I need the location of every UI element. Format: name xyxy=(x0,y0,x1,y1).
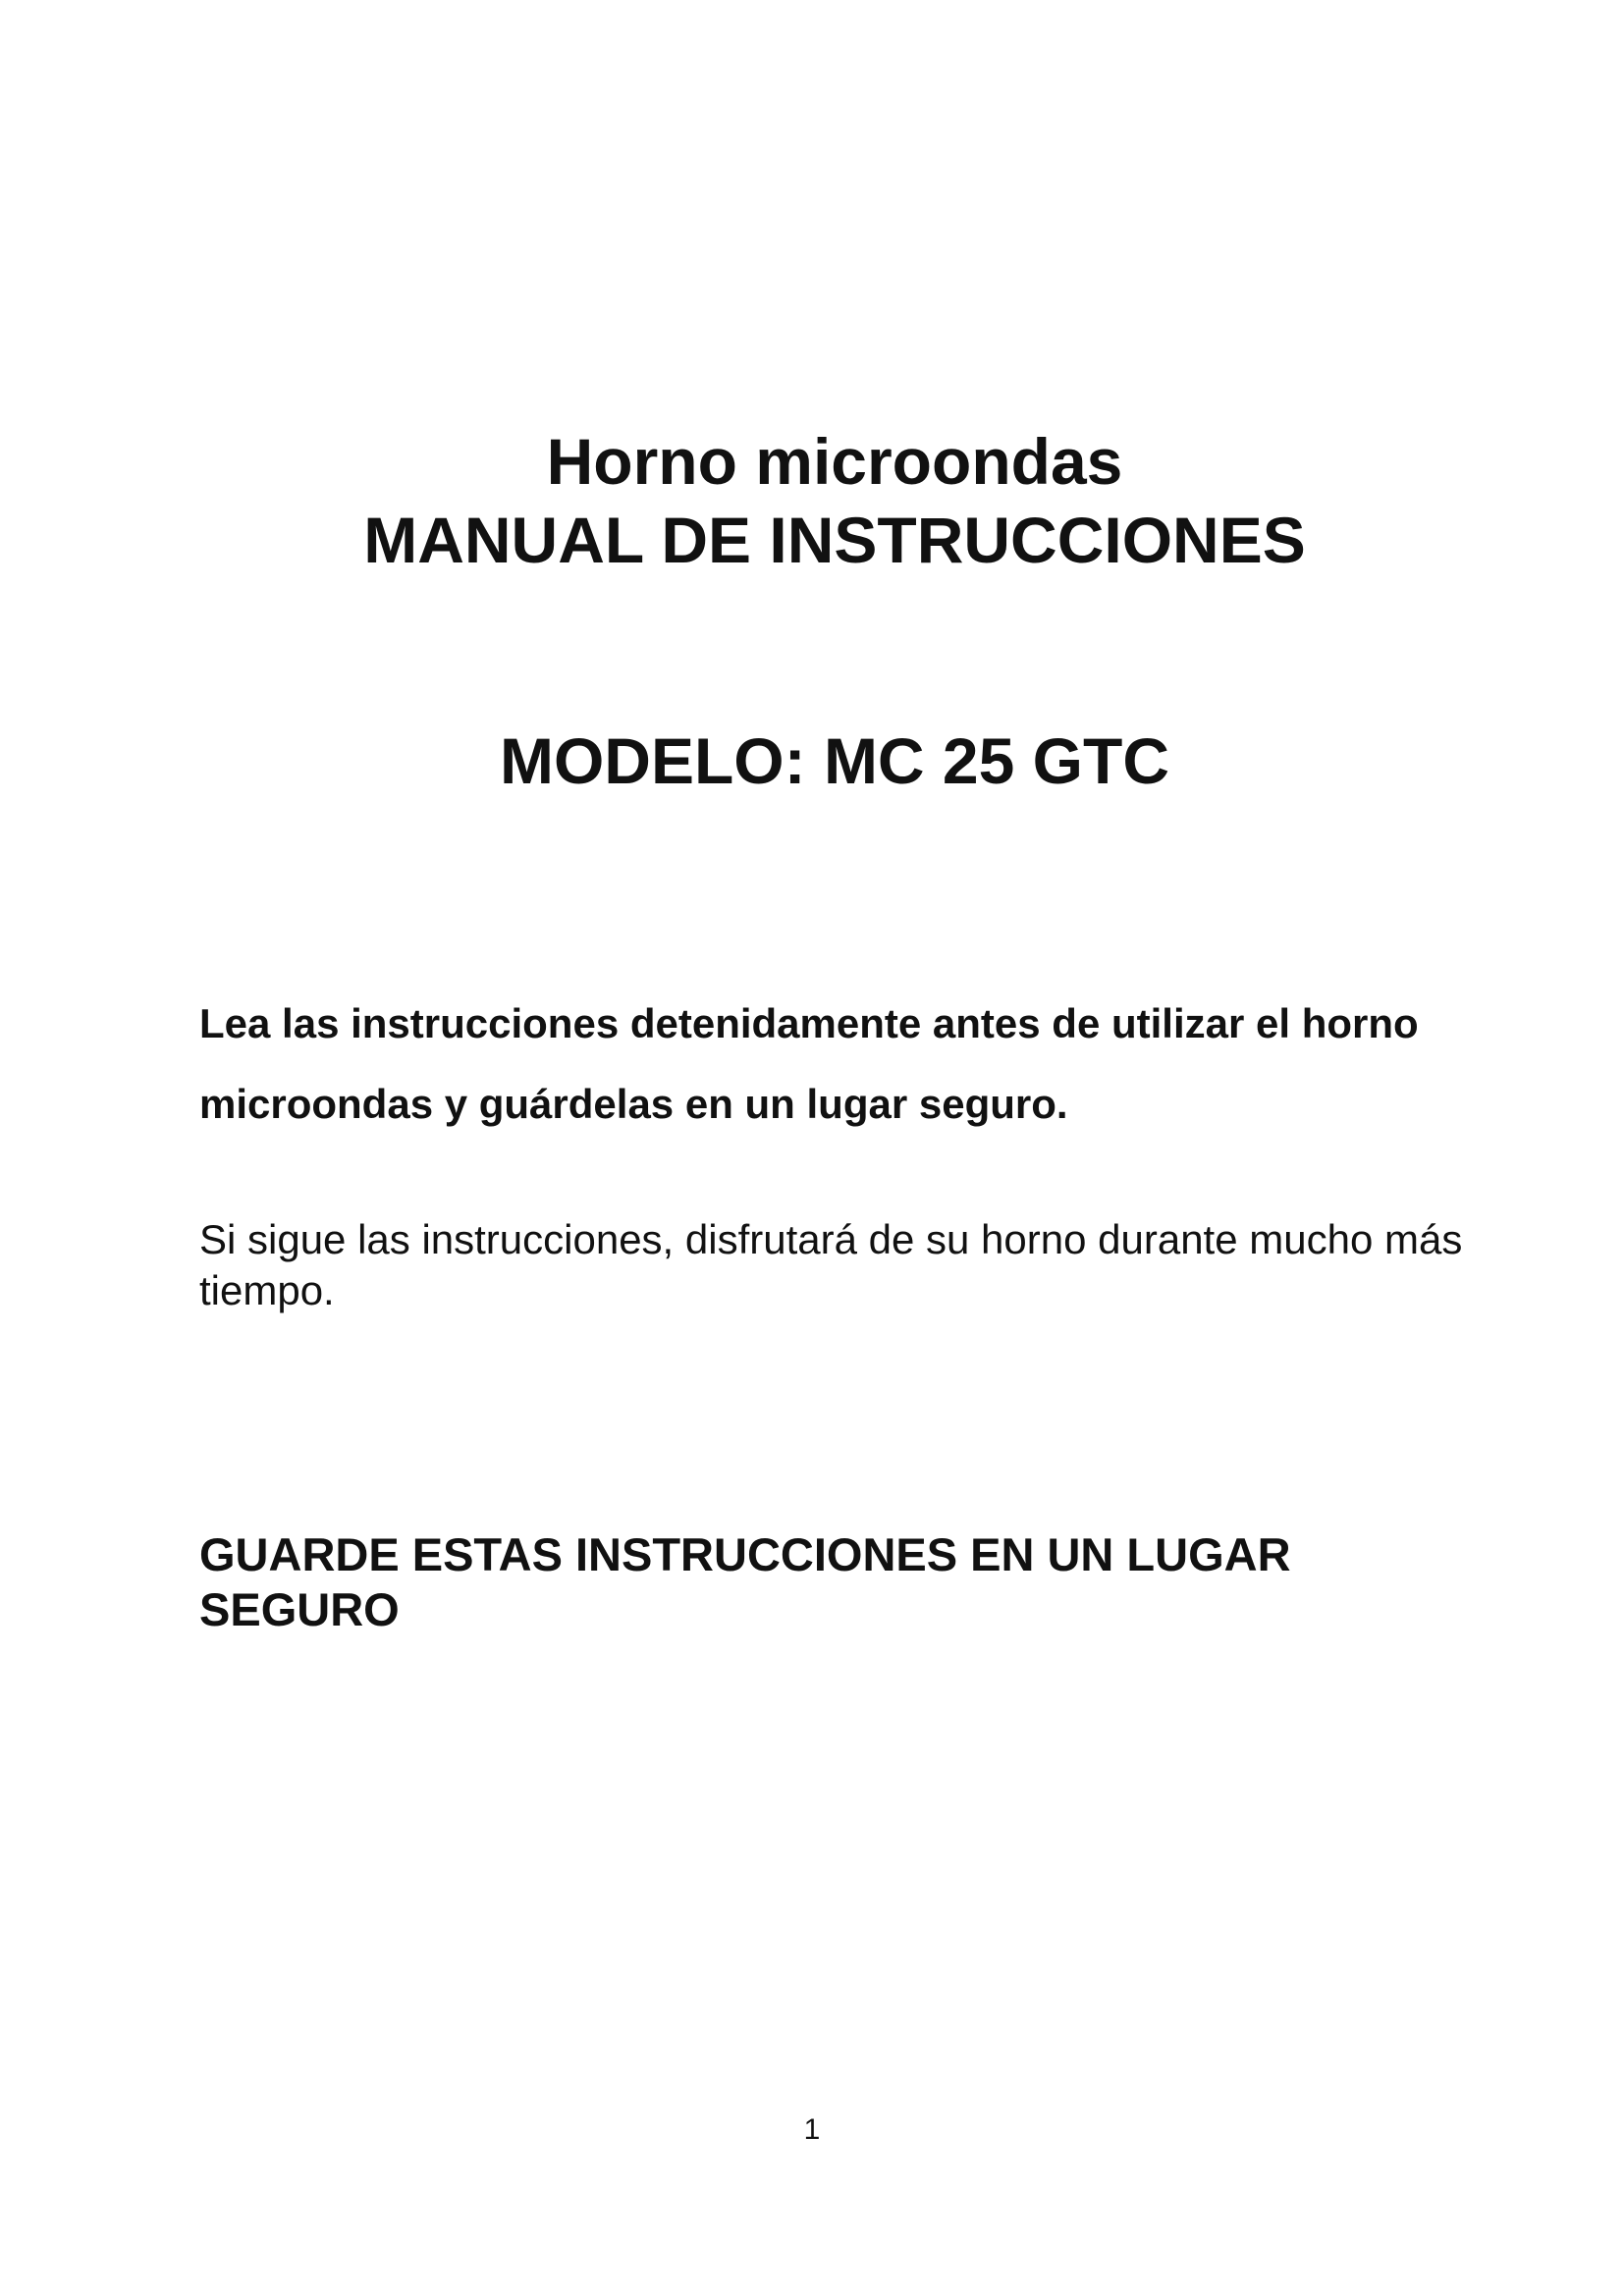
title-product: Horno microondas xyxy=(546,425,1123,498)
title-manual: MANUAL DE INSTRUCCIONES xyxy=(363,504,1306,576)
model-heading: MODELO: MC 25 GTC xyxy=(499,724,1169,797)
intro-benefit-text: Si sigue las instrucciones, disfrutará de su horno durante mucho más tiempo. xyxy=(199,1216,1463,1313)
document-title xyxy=(0,422,1624,579)
page-number: 1 xyxy=(803,2113,821,2146)
intro-warning-text: Lea las instrucciones detenidamente antes de utilizar el horno microondas y guárdelas en un lugar seguro. xyxy=(199,1000,1419,1127)
save-instructions-note: GUARDE ESTAS INSTRUCCIONES EN UN LUGAR SEGURO xyxy=(199,1528,1291,1635)
